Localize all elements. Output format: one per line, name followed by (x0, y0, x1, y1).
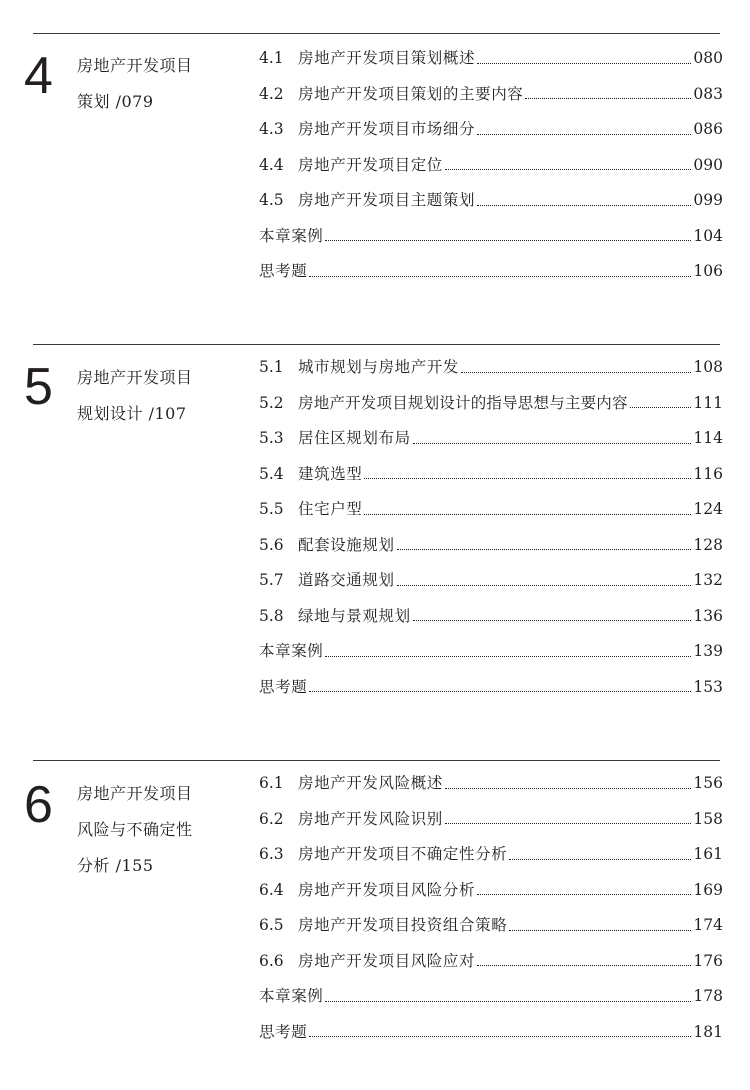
entry-title: 房地产开发项目主题策划 (298, 191, 476, 209)
entry-title: 思考题 (259, 262, 308, 280)
entry-title: 房地产开发项目策划概述 (298, 49, 476, 67)
section-number: 4.3 (259, 120, 284, 138)
dot-leader (445, 168, 692, 170)
chapter-title-line: 风险与不确定性 (77, 820, 193, 839)
toc-entry[interactable] (259, 873, 723, 909)
page-number: 181 (693, 1022, 723, 1041)
page-number: 106 (693, 262, 723, 280)
page-number: 156 (693, 774, 723, 792)
page-number: 161 (693, 845, 723, 863)
dot-leader (509, 858, 691, 860)
section-number: 5.5 (259, 500, 284, 518)
page-number: 139 (693, 642, 723, 660)
page-number: 169 (693, 880, 723, 899)
toc-entry[interactable] (259, 979, 723, 1015)
entry-title: 建筑选型 (298, 464, 363, 483)
toc-entry[interactable] (259, 908, 723, 944)
entry-title: 思考题 (259, 1022, 308, 1041)
chapter-title (77, 360, 227, 432)
entry-title: 思考题 (259, 677, 308, 696)
toc-entry[interactable] (259, 944, 723, 980)
entry-title: 房地产开发项目投资组合策略 (298, 916, 508, 934)
section-number: 6.3 (259, 845, 284, 863)
toc-entry[interactable] (259, 457, 723, 493)
dot-leader (309, 690, 691, 692)
section-number: 6.4 (259, 880, 284, 899)
toc-entry[interactable] (259, 1015, 723, 1051)
toc-entries (259, 350, 723, 705)
dot-leader (413, 619, 692, 621)
page-number: 128 (693, 535, 723, 554)
toc-entry[interactable] (259, 599, 723, 635)
dot-leader (325, 239, 691, 241)
dot-leader (325, 655, 691, 657)
page-number: 086 (693, 120, 723, 138)
page-number: 136 (693, 606, 723, 625)
dot-leader (413, 442, 692, 444)
dot-leader (477, 964, 691, 966)
toc-entry[interactable] (259, 634, 723, 670)
entry-title: 配套设施规划 (298, 535, 395, 554)
entry-title: 道路交通规划 (298, 571, 395, 589)
toc-entry[interactable] (259, 148, 723, 184)
toc-entry[interactable] (259, 112, 723, 148)
page-number: 158 (693, 809, 723, 828)
entry-title: 本章案例 (259, 226, 324, 245)
section-number: 4.5 (259, 191, 284, 209)
entry-title: 房地产开发项目风险分析 (298, 880, 476, 899)
toc-entry[interactable] (259, 528, 723, 564)
section-number: 4.1 (259, 49, 284, 67)
page-number: 099 (693, 191, 723, 209)
toc-entries (259, 766, 723, 1050)
dot-leader (461, 371, 691, 373)
entry-title: 绿地与景观规划 (298, 606, 411, 625)
toc-entry[interactable] (259, 219, 723, 255)
entry-title: 住宅户型 (298, 500, 363, 518)
dot-leader (445, 787, 692, 789)
toc-entry[interactable] (259, 41, 723, 77)
chapter-divider (33, 760, 720, 761)
page-number: 114 (693, 429, 723, 447)
entry-title: 居住区规划布局 (298, 429, 411, 447)
chapter-number: 6 (24, 776, 53, 834)
dot-leader (477, 62, 691, 64)
chapter-divider (33, 33, 720, 34)
entry-title: 城市规划与房地产开发 (298, 358, 460, 376)
section-number: 5.8 (259, 606, 284, 625)
section-number: 6.1 (259, 774, 284, 792)
dot-leader (525, 97, 691, 99)
chapter-number: 5 (24, 358, 53, 416)
dot-leader (445, 822, 692, 824)
toc-entry[interactable] (259, 837, 723, 873)
dot-leader (364, 477, 691, 479)
toc-entry[interactable] (259, 350, 723, 386)
entry-title: 本章案例 (259, 642, 324, 660)
section-number: 5.2 (259, 393, 284, 412)
entry-title: 房地产开发项目风险应对 (298, 951, 476, 970)
chapter-title-line: 房地产开发项目 (77, 784, 193, 803)
section-number: 5.1 (259, 358, 284, 376)
entry-title: 房地产开发项目策划的主要内容 (298, 84, 524, 103)
toc-entry[interactable] (259, 77, 723, 113)
chapter-number: 4 (24, 47, 53, 105)
page-number: 176 (693, 951, 723, 970)
section-number: 6.5 (259, 916, 284, 934)
chapter-title-line: 分析 /155 (77, 856, 154, 875)
section-number: 4.2 (259, 84, 284, 103)
toc-entry[interactable] (259, 183, 723, 219)
dot-leader (477, 204, 691, 206)
toc-entries (259, 41, 723, 290)
toc-entry[interactable] (259, 766, 723, 802)
entry-title: 房地产开发项目市场细分 (298, 120, 476, 138)
section-number: 6.2 (259, 809, 284, 828)
dot-leader (309, 1035, 691, 1037)
page-number: 111 (693, 393, 723, 412)
dot-leader (397, 584, 692, 586)
entry-title: 房地产开发风险识别 (298, 809, 443, 828)
toc-entry[interactable] (259, 254, 723, 290)
page-number: 116 (693, 464, 723, 483)
dot-leader (509, 929, 691, 931)
toc-entry[interactable] (259, 492, 723, 528)
chapter-title-line: 房地产开发项目 (77, 368, 193, 387)
dot-leader (397, 548, 692, 550)
page-number: 090 (693, 155, 723, 174)
toc-entry[interactable] (259, 802, 723, 838)
section-number: 5.6 (259, 535, 284, 554)
entry-title: 房地产开发项目规划设计的指导思想与主要内容 (298, 393, 628, 412)
dot-leader (477, 133, 691, 135)
dot-leader (364, 513, 691, 515)
page-number: 178 (693, 987, 723, 1005)
section-number: 5.7 (259, 571, 284, 589)
dot-leader (630, 406, 692, 408)
entry-title: 房地产开发风险概述 (298, 774, 443, 792)
chapter-title-line: 房地产开发项目 (77, 56, 193, 75)
page-number: 153 (693, 677, 723, 696)
toc-entry[interactable] (259, 386, 723, 422)
entry-title: 本章案例 (259, 987, 324, 1005)
chapter-divider (33, 344, 720, 345)
page-number: 108 (693, 358, 723, 376)
dot-leader (477, 893, 691, 895)
chapter-title (77, 776, 227, 884)
entry-title: 房地产开发项目定位 (298, 155, 443, 174)
toc-entry[interactable] (259, 421, 723, 457)
page-number: 124 (693, 500, 723, 518)
page-number: 083 (693, 84, 723, 103)
entry-title: 房地产开发项目不确定性分析 (298, 845, 508, 863)
section-number: 5.4 (259, 464, 284, 483)
page-number: 132 (693, 571, 723, 589)
page-number: 080 (693, 49, 723, 67)
section-number: 4.4 (259, 155, 284, 174)
section-number: 5.3 (259, 429, 284, 447)
chapter-title-line: 策划 /079 (77, 92, 154, 111)
dot-leader (325, 1000, 691, 1002)
chapter-title-line: 规划设计 /107 (77, 404, 187, 423)
section-number: 6.6 (259, 951, 284, 970)
page-number: 174 (693, 916, 723, 934)
toc-entry[interactable] (259, 670, 723, 706)
page-number: 104 (693, 226, 723, 245)
toc-entry[interactable] (259, 563, 723, 599)
chapter-title (77, 48, 227, 120)
dot-leader (309, 275, 691, 277)
